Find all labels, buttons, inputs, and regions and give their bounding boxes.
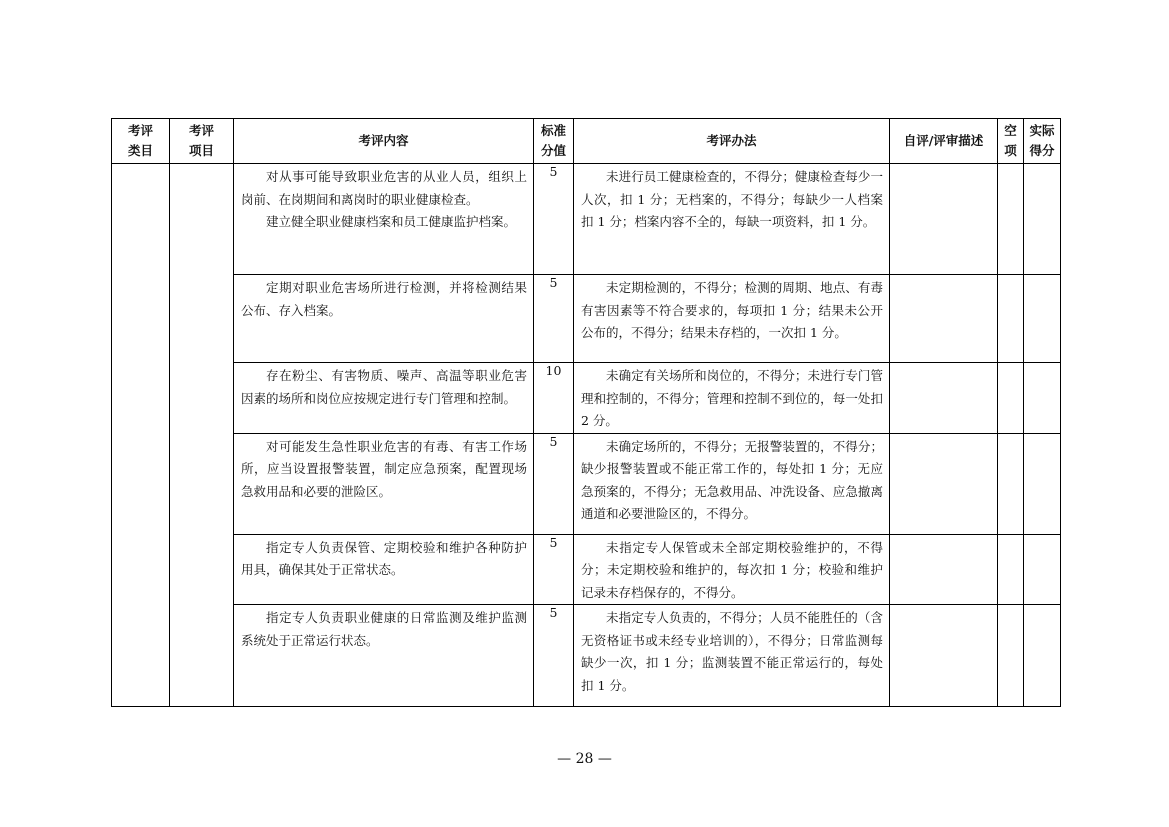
standard-score: 5 [534,534,574,605]
header-self-review: 自评/评审描述 [890,119,998,164]
standard-score: 5 [534,275,574,363]
self-review-cell[interactable] [890,534,998,605]
header-blank-item: 空 项 [998,119,1024,164]
header-actual-score: 实际 得分 [1024,119,1061,164]
content-cell [234,164,534,275]
method-cell [574,534,890,605]
item-cell [170,164,234,707]
self-review-cell[interactable] [890,363,998,434]
table-row [112,534,1061,605]
content-paragraph: 定期对职业危害场所进行检测，并将检测结果公布、存入档案。 [241,280,527,318]
method-text: 未确定场所的，不得分；无报警装置的，不得分；缺少报警装置或不能正常工作的，每处扣 1 分；无应急预案的，不得分；无急救用品、冲洗设备、应急撤离通道和必要泄险区的，不得分。 [581,438,883,521]
method-cell [574,275,890,363]
content-paragraph: 对可能发生急性职业危害的有毒、有害工作场所，应当设置报警装置，制定应急预案，配置现场急救用品和必要的泄险区。 [241,438,527,499]
page-number: — 28 — [557,751,612,767]
self-review-cell[interactable] [890,605,998,707]
blank-item-cell[interactable] [998,275,1024,363]
self-review-cell[interactable] [890,275,998,363]
standard-score: 5 [534,433,574,534]
header-method: 考评办法 [574,119,890,164]
actual-score-cell[interactable] [1024,534,1061,605]
blank-item-cell[interactable] [998,605,1024,707]
method-cell [574,433,890,534]
self-review-cell[interactable] [890,164,998,275]
header-standard-score: 标准 分值 [534,119,574,164]
actual-score-cell[interactable] [1024,605,1061,707]
method-cell [574,605,890,707]
content-cell [234,433,534,534]
method-text: 未指定专人负责的，不得分；人员不能胜任的（含无资格证书或未经专业培训的），不得分；日常监测每缺少一次，扣 1 分；监测装置不能正常运行的，每处扣 1 分。 [581,610,883,693]
table-row [112,275,1061,363]
content-cell [234,534,534,605]
table-row [112,164,1061,275]
content-cell [234,275,534,363]
content-paragraph: 对从事可能导致职业危害的从业人员，组织上岗前、在岗期间和离岗时的职业健康检查。 [241,169,527,207]
header-content: 考评内容 [234,119,534,164]
evaluation-table [111,118,1061,707]
standard-score: 5 [534,605,574,707]
content-cell [234,605,534,707]
method-text: 未进行员工健康检查的，不得分；健康检查每少一人次，扣 1 分；无档案的，不得分；每缺少一人档案扣 1 分；档案内容不全的，每缺一项资料，扣 1 分。 [581,169,883,229]
standard-score: 5 [534,164,574,275]
content-cell [234,363,534,434]
method-text: 未指定专人保管或未全部定期校验维护的，不得分；未定期校验和维护的，每次扣 1 分；校验和维护记录未存档保存的，不得分。 [581,539,883,600]
content-paragraph: 存在粉尘、有害物质、噪声、高温等职业危害因素的场所和岗位应按规定进行专门管理和控制。 [241,368,527,406]
actual-score-cell[interactable] [1024,433,1061,534]
method-cell [574,164,890,275]
actual-score-cell[interactable] [1024,275,1061,363]
content-paragraph: 指定专人负责保管、定期校验和维护各种防护用具，确保其处于正常状态。 [241,539,527,577]
table-row [112,433,1061,534]
content-paragraph: 建立健全职业健康档案和员工健康监护档案。 [266,214,517,229]
header-category: 考评 类目 [112,119,170,164]
blank-item-cell[interactable] [998,433,1024,534]
header-item: 考评 项目 [170,119,234,164]
standard-score: 10 [534,363,574,434]
method-cell [574,363,890,434]
blank-item-cell[interactable] [998,164,1024,275]
blank-item-cell[interactable] [998,363,1024,434]
table-row [112,605,1061,707]
table-row [112,363,1061,434]
method-text: 未确定有关场所和岗位的，不得分；未进行专门管理和控制的，不得分；管理和控制不到位的，每一处扣 2 分。 [581,368,883,428]
method-text: 未定期检测的，不得分；检测的周期、地点、有毒有害因素等不符合要求的，每项扣 1 分；结果未公开公布的，不得分；结果未存档的，一次扣 1 分。 [581,280,883,340]
blank-item-cell[interactable] [998,534,1024,605]
actual-score-cell[interactable] [1024,164,1061,275]
header-row [112,119,1061,164]
category-cell [112,164,170,707]
content-paragraph: 指定专人负责职业健康的日常监测及维护监测系统处于正常运行状态。 [241,610,527,648]
self-review-cell[interactable] [890,433,998,534]
actual-score-cell[interactable] [1024,363,1061,434]
